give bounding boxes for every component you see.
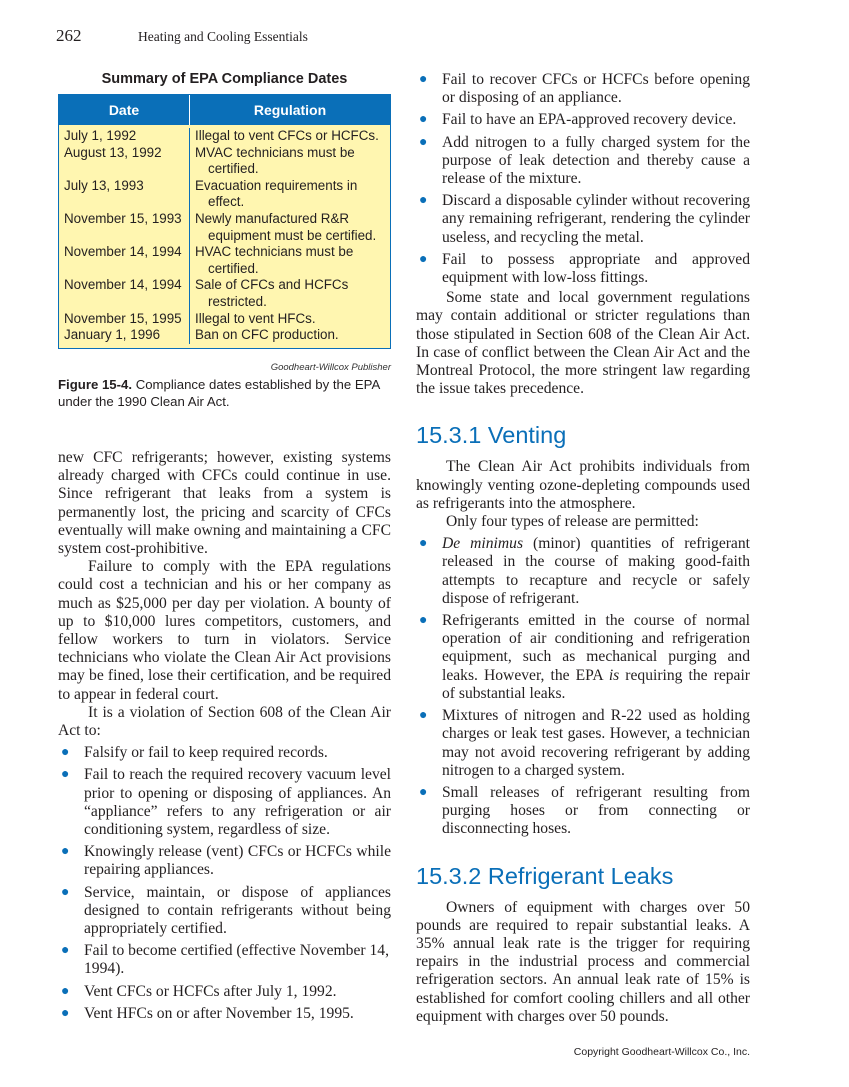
bullet-icon: ● (419, 251, 428, 267)
column-header-date: Date (59, 95, 190, 125)
table-cell-regulation: Ban on CFC production. (195, 327, 339, 343)
table-cell-regulation: Illegal to vent HFCs. (195, 310, 316, 326)
list-item: ● Fail to become certified (effective November 14, 1994). (61, 942, 389, 978)
paragraph: Only four types of release are permitted: (446, 513, 699, 531)
paragraph: Owners of equipment with charges over 50 pounds are required to repair substantial leaks. A 35% annual leak rate is the trigger for requiring repairs in the industrial process and commercial refrigeration sectors. An annual leak rate of 15% is established for comfort cooling chillers and all other equipment with charges over 50 pounds. (416, 898, 750, 1025)
figure-caption (58, 377, 393, 410)
paragraph: Failure to comply with the EPA regulations could cost a technician and his or her company as much as $25,000 per day per violation. A bounty of up to $10,000 lures competitors, customers, and fellow workers to turn in violators. Service technicians who violate the Clean Air Act provisions may be fined, lose their certification, and be required to appear in federal court. (58, 558, 391, 703)
table-cell-regulation: Sale of CFCs and HCFCs (195, 277, 349, 293)
table-cell-regulation: MVAC technicians must be (195, 144, 355, 160)
list-item: ● Discard a disposable cylinder without recovering any remaining refrigerant, rendering the cylinder useless, and recycling the metal. (419, 192, 750, 246)
bullet-icon: ● (61, 844, 70, 860)
table-cell-regulation: HVAC technicians must be (195, 244, 354, 260)
paragraph: The Clean Air Act prohibits individuals from knowingly venting ozone-depleting compounds used as refrigerants into the atmosphere. (416, 458, 750, 512)
table-cell-date: November 15, 1993 (64, 210, 182, 226)
bullet-icon: ● (419, 193, 428, 209)
bullet-icon: ● (419, 134, 428, 150)
table-cell-date: November 14, 1994 (64, 277, 182, 293)
regulation-column (190, 128, 390, 344)
list-item: ● Small releases of refrigerant resulting from purging hoses or from connecting or disconnecting hoses. (419, 783, 750, 838)
bullet-icon: ● (419, 72, 428, 87)
table-cell-date: November 15, 1995 (64, 310, 182, 326)
paragraph: It is a violation of Section 608 of the Clean Air Act to: (58, 703, 391, 740)
violation-list (58, 744, 391, 1023)
right-column (416, 71, 750, 1026)
bullet-icon: ● (61, 745, 70, 761)
list-item: ● Refrigerants emitted in the course of normal operation of air conditioning and refrigeration equipment, such as mechanical purging and leaks. However, the EPA is requiring the repair of substantial leaks. (419, 612, 750, 702)
paragraph: Some state and local government regulations may contain additional or stricter regulations than those stipulated in Section 608 of the Clean Air Act. In case of conflict between the Clean Air Act and the Montreal Protocol, the more stringent law regarding the issue takes precedence. (416, 289, 750, 398)
section-heading-refrigerant-leaks: 15.3.2 Refrigerant Leaks (416, 862, 674, 889)
compliance-table (58, 94, 391, 349)
table-title: Summary of EPA Compliance Dates (101, 71, 348, 87)
table-header (59, 95, 390, 125)
running-head (56, 26, 308, 46)
list-item: ● Fail to recover CFCs or HCFCs before opening or disposing of an appliance. (419, 71, 750, 107)
list-item: ● Service, maintain, or dispose of appliances designed to contain refrigerants without being appropriately certified. (61, 883, 391, 938)
column-header-regulation: Regulation (253, 101, 327, 118)
bullet-icon: ● (61, 1005, 70, 1021)
list-item: ● Fail to possess appropriate and approved equipment with low-loss fittings. (419, 250, 750, 287)
table-cell-regulation-cont: restricted. (208, 293, 267, 309)
figure-caption-text: Compliance dates established by the EPA under the 1990 Clean Air Act. (58, 377, 380, 409)
table-cell-date: November 14, 1994 (64, 244, 182, 260)
figure-label: Figure 15-4. (58, 377, 133, 392)
bullet-icon: ● (419, 613, 428, 629)
copyright-footer: Copyright Goodheart-Willcox Co., Inc. (573, 1046, 750, 1058)
table-cell-date: August 13, 1992 (64, 144, 162, 160)
figure-credit: Goodheart-Willcox Publisher (270, 362, 391, 373)
bullet-icon: ● (61, 983, 70, 999)
table-cell-regulation: Newly manufactured R&R (195, 210, 350, 226)
section-heading-venting: 15.3.1 Venting (416, 422, 567, 449)
bullet-icon: ● (61, 943, 70, 959)
table-cell-date: July 13, 1993 (64, 177, 144, 193)
bullet-icon: ● (419, 112, 428, 128)
date-column (59, 128, 190, 344)
list-item: ● Vent CFCs or HCFCs after July 1, 1992. (61, 982, 337, 1000)
book-title: Heating and Cooling Essentials (138, 29, 308, 44)
bullet-icon: ● (61, 884, 70, 900)
bullet-icon: ● (419, 708, 428, 724)
paragraph: new CFC refrigerants; however, existing systems already charged with CFCs could continue in use. Since refrigerant that leaks from a system is permanently lost, the pricing and scarcity of CFCs eventually will make owning and maintaining a CFC system cost-prohibitive. (58, 449, 391, 558)
table-cell-regulation-cont: equipment must be certified. (208, 227, 377, 243)
list-item: ● Vent HFCs on or after November 15, 1995. (61, 1004, 354, 1022)
table-cell-date: January 1, 1996 (64, 327, 161, 343)
list-item: ● Fail to have an EPA-approved recovery device. (419, 111, 737, 129)
list-item: ● Fail to reach the required recovery vacuum level prior to opening or disposing of appliances. An “appliance” refers to any refrigeration or air conditioning system, regardless of size. (61, 766, 391, 839)
left-column (58, 449, 391, 1023)
list-item: ● Falsify or fail to keep required records. (61, 744, 328, 762)
table-cell-regulation-cont: certified. (208, 260, 259, 276)
table-cell-regulation-cont: effect. (208, 194, 245, 210)
list-item: ● Add nitrogen to a fully charged system for the purpose of leak detection and thereby cause a release of the mixture. (419, 133, 750, 188)
permitted-release-list (416, 535, 750, 838)
bullet-icon: ● (61, 767, 70, 783)
bullet-icon: ● (419, 536, 428, 552)
table-cell-regulation-cont: certified. (208, 161, 259, 177)
list-item: ● De minimus (minor) quantities of refrigerant released in the course of making good-faith attempts to recapture and recycle or safely dispose of refrigerant. (419, 535, 750, 607)
page-number: 262 (56, 26, 82, 45)
list-item: ● Mixtures of nitrogen and R-22 used as holding charges or leak test gases. However, a technician may not avoid recovering refrigerant by adding nitrogen to a charged system. (419, 707, 750, 779)
list-item: ● Knowingly release (vent) CFCs or HCFCs while repairing appliances. (61, 843, 391, 879)
table-cell-regulation: Evacuation requirements in (195, 177, 358, 193)
violation-list-continued (416, 71, 750, 287)
table-body (59, 125, 390, 348)
table-cell-date: July 1, 1992 (64, 128, 137, 143)
table-cell-regulation: Illegal to vent CFCs or HCFCs. (195, 128, 379, 143)
bullet-icon: ● (419, 784, 428, 800)
